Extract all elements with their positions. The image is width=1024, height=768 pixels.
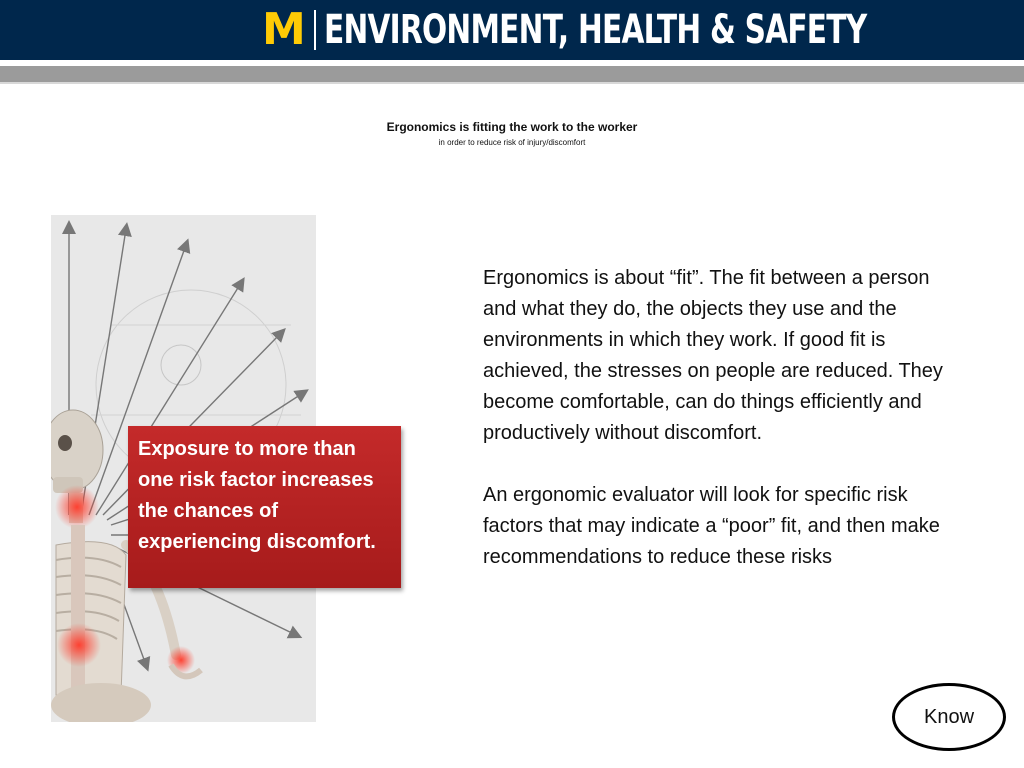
- slide-subtitle: in order to reduce risk of injury/discomfort: [438, 138, 586, 147]
- risk-factor-callout: Exposure to more than one risk factor increases the chances of experiencing discomfort.: [128, 426, 401, 588]
- header-brand: [262, 6, 1024, 54]
- know-button[interactable]: [892, 683, 1006, 751]
- header-divider: [314, 10, 316, 50]
- body-paragraph-evaluator: An ergonomic evaluator will look for specific risk factors that may indicate a “poor” fit, and then make recommendations to reduce these risks: [483, 484, 940, 568]
- university-logo: M: [262, 4, 304, 55]
- body-paragraph-fit: Ergonomics is about “fit”. The fit between a person and what they do, the objects they use and the environments in which they work. If good fit is achieved, the stresses on people are reduced. They become comfortable, can do things efficiently and productively without discomfort.: [483, 267, 943, 444]
- know-button-label: Know: [923, 705, 975, 728]
- grey-rule-shadow: [0, 82, 1024, 84]
- grey-rule: [0, 66, 1024, 82]
- slide-title: Ergonomics is fitting the work to the worker: [386, 120, 638, 134]
- header-title: ENVIRONMENT, HEALTH & SAFETY: [323, 7, 867, 53]
- body-text: [483, 263, 953, 573]
- header-bar: [0, 0, 1024, 60]
